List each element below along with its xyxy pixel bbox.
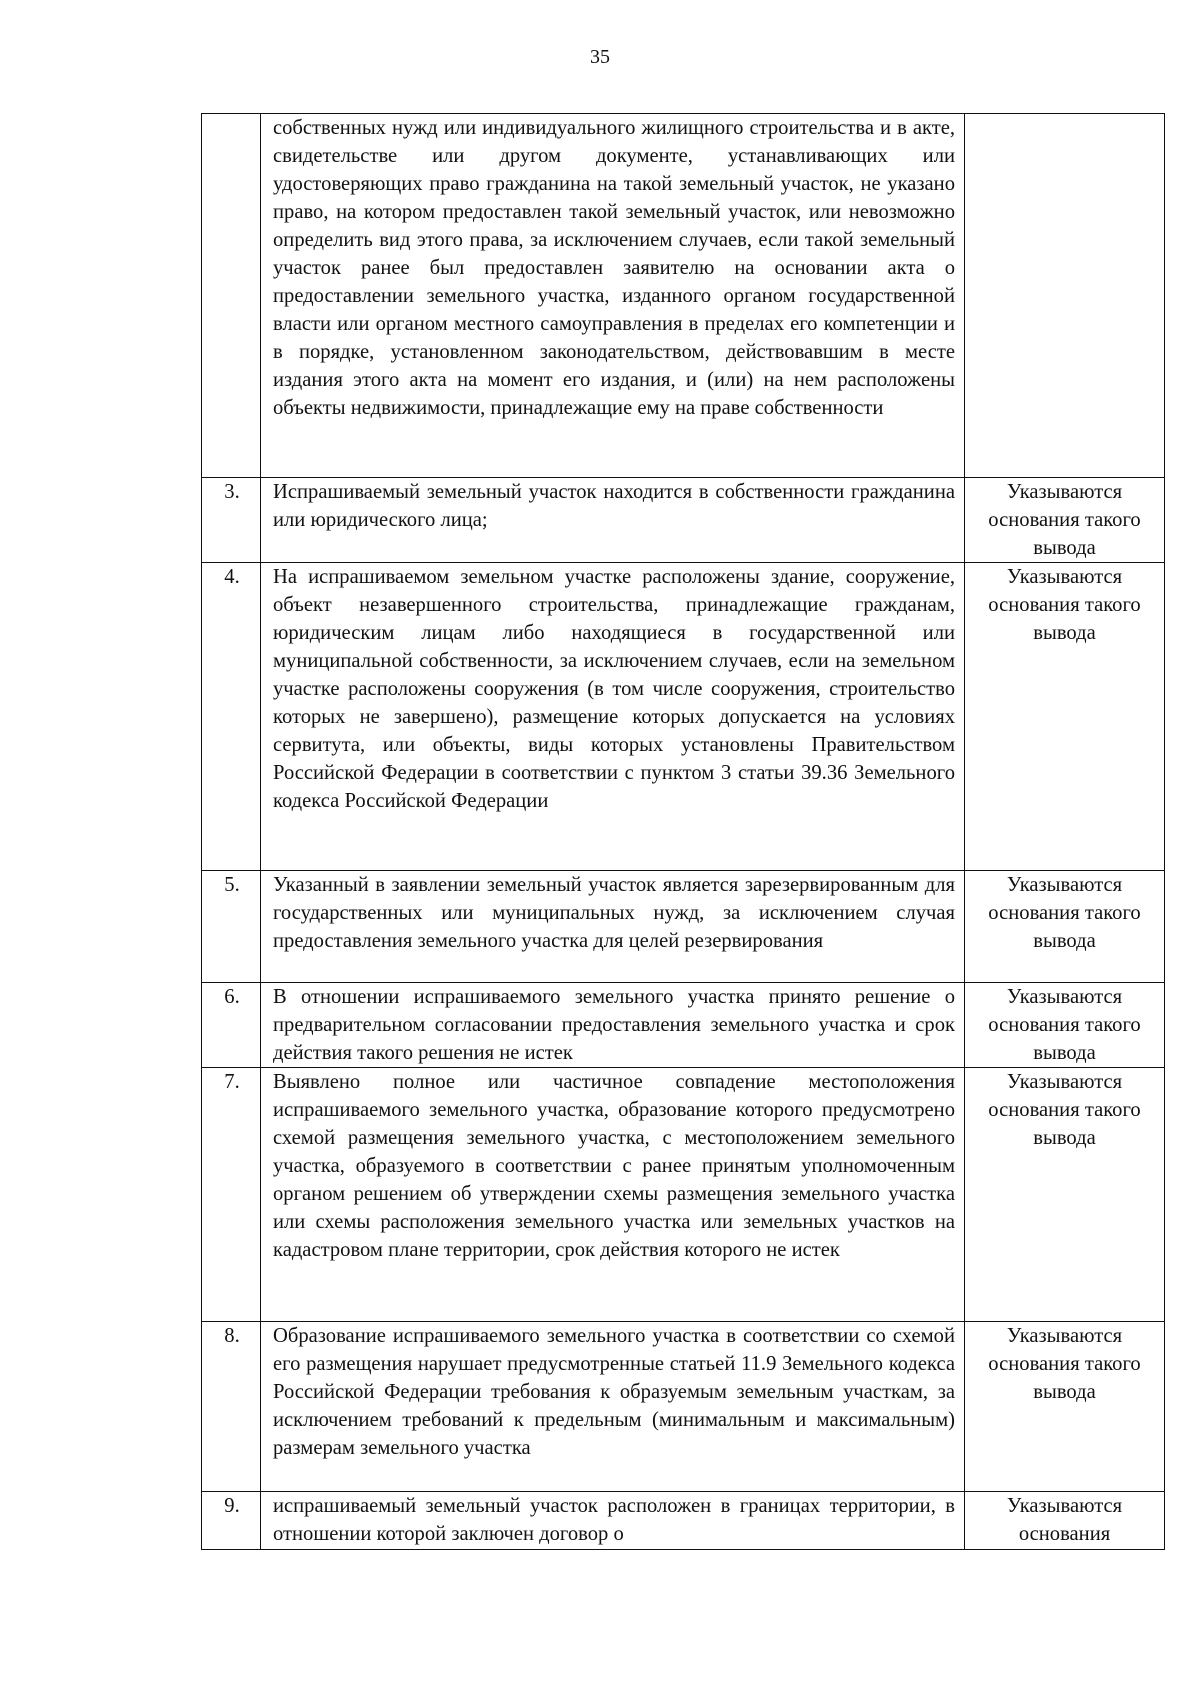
row-text: Выявлено полное или частичное совпадение местоположения испрашиваемого земельного участка, образование которого предусмотрено схемой размещения земельного участка, с местоположением земельного участка, образуемого в соответствии с ранее принятым уполномоченным органом решением об утверждении схемы размещения земельного участка или схемы расположения земельного участка или земельных участков на кадастровом плане территории, срок действия которого не истек (273, 1071, 955, 1261)
page-number: 35 (590, 46, 610, 68)
row-text-cell (261, 1492, 965, 1550)
row-text: собственных нужд или индивидуального жилищного строительства и в акте, свидетельстве или другом документе, устанавливающих или удостоверяющих право гражданина на такой земельный участок, не указано право, на котором предоставлен такой земельный участок, или невозможно определить вид этого права, за исключением случаев, если такой земельный участок ранее был предоставлен заявителю на основании акта о предоставлении земельного участка, изданного органом государственной власти или органом местного самоуправления в пределах его компетенции и в порядке, установленном законодательством, действовавшим в месте издания этого акта на момент его издания, и (или) на нем расположены объекты недвижимости, принадлежащие ему на праве собственности (273, 117, 955, 419)
row-number-cell (202, 114, 261, 478)
row-text: Указанный в заявлении земельный участок является зарезервированным для государственных или муниципальных нужд, за исключением случая предоставления земельного участка для целей резервирования (273, 874, 955, 952)
row-number-cell (202, 563, 261, 871)
table-row (202, 563, 1165, 871)
row-basis-cell (965, 563, 1165, 871)
table-row (202, 114, 1165, 478)
row-text: На испрашиваемом земельном участке расположены здание, сооружение, объект незавершенного строительства, принадлежащие гражданам, юридическим лицам либо находящиеся в государственной или муниципальной собственности, за исключением случаев, если на земельном участке расположены сооружения (в том числе сооружения, строительство которых не завершено), размещение которых допускается на условиях сервитута, или объекты, виды которых установлены Правительством Российской Федерации в соответствии с пунктом 3 статьи 39.36 Земельного кодекса Российской Федерации (273, 566, 955, 812)
row-number: 7. (224, 1071, 240, 1093)
row-number: 4. (224, 566, 240, 588)
row-number: 9. (224, 1495, 240, 1517)
row-text: В отношении испрашиваемого земельного участка принято решение о предварительном согласовании предоставления земельного участка и срок действия такого решения не истек (273, 986, 955, 1064)
row-number-cell (202, 1492, 261, 1550)
row-basis-cell (965, 983, 1165, 1068)
row-basis-cell (965, 871, 1165, 983)
row-number: 6. (224, 986, 240, 1008)
row-number-cell (202, 478, 261, 563)
table-row (202, 983, 1165, 1068)
row-basis: Указываются основания такого вывода (988, 566, 1141, 644)
row-number-cell (202, 1068, 261, 1322)
row-number: 8. (224, 1325, 240, 1347)
row-number: 3. (224, 481, 240, 503)
table-row (202, 478, 1165, 563)
table-row (202, 871, 1165, 983)
table-row (202, 1322, 1165, 1492)
row-number-cell (202, 983, 261, 1068)
row-basis-cell (965, 114, 1165, 478)
row-basis: Указываются основания такого вывода (988, 481, 1141, 559)
row-text: Испрашиваемый земельный участок находится в собственности гражданина или юридического лица; (273, 481, 955, 531)
row-basis: Указываются основания такого вывода (988, 1071, 1141, 1149)
row-text-cell (261, 871, 965, 983)
row-number-cell (202, 1322, 261, 1492)
table-row (202, 1068, 1165, 1322)
row-text-cell (261, 1068, 965, 1322)
row-text-cell (261, 563, 965, 871)
row-basis-cell (965, 1068, 1165, 1322)
row-basis: Указываются основания такого вывода (988, 874, 1141, 952)
row-basis: Указываются основания такого вывода (988, 986, 1141, 1064)
row-basis: Указываются основания такого вывода (988, 1325, 1141, 1403)
table-row (202, 1492, 1165, 1550)
row-text: Образование испрашиваемого земельного участка в соответствии со схемой его размещения нарушает предусмотренные статьей 11.9 Земельного кодекса Российской Федерации требования к образуемым земельным участкам, за исключением требований к предельным (минимальным и максимальным) размерам земельного участка (273, 1325, 955, 1459)
row-text-cell (261, 114, 965, 478)
row-number: 5. (224, 874, 240, 896)
row-basis-cell (965, 478, 1165, 563)
row-number-cell (202, 871, 261, 983)
row-basis-cell (965, 1492, 1165, 1550)
row-text-cell (261, 983, 965, 1068)
row-text: испрашиваемый земельный участок расположен в границах территории, в отношении которой заключен договор о (273, 1495, 955, 1545)
row-text-cell (261, 478, 965, 563)
row-basis: Указываются основания (1006, 1495, 1123, 1545)
row-text-cell (261, 1322, 965, 1492)
row-basis-cell (965, 1322, 1165, 1492)
refusal-grounds-table (201, 113, 1165, 1550)
